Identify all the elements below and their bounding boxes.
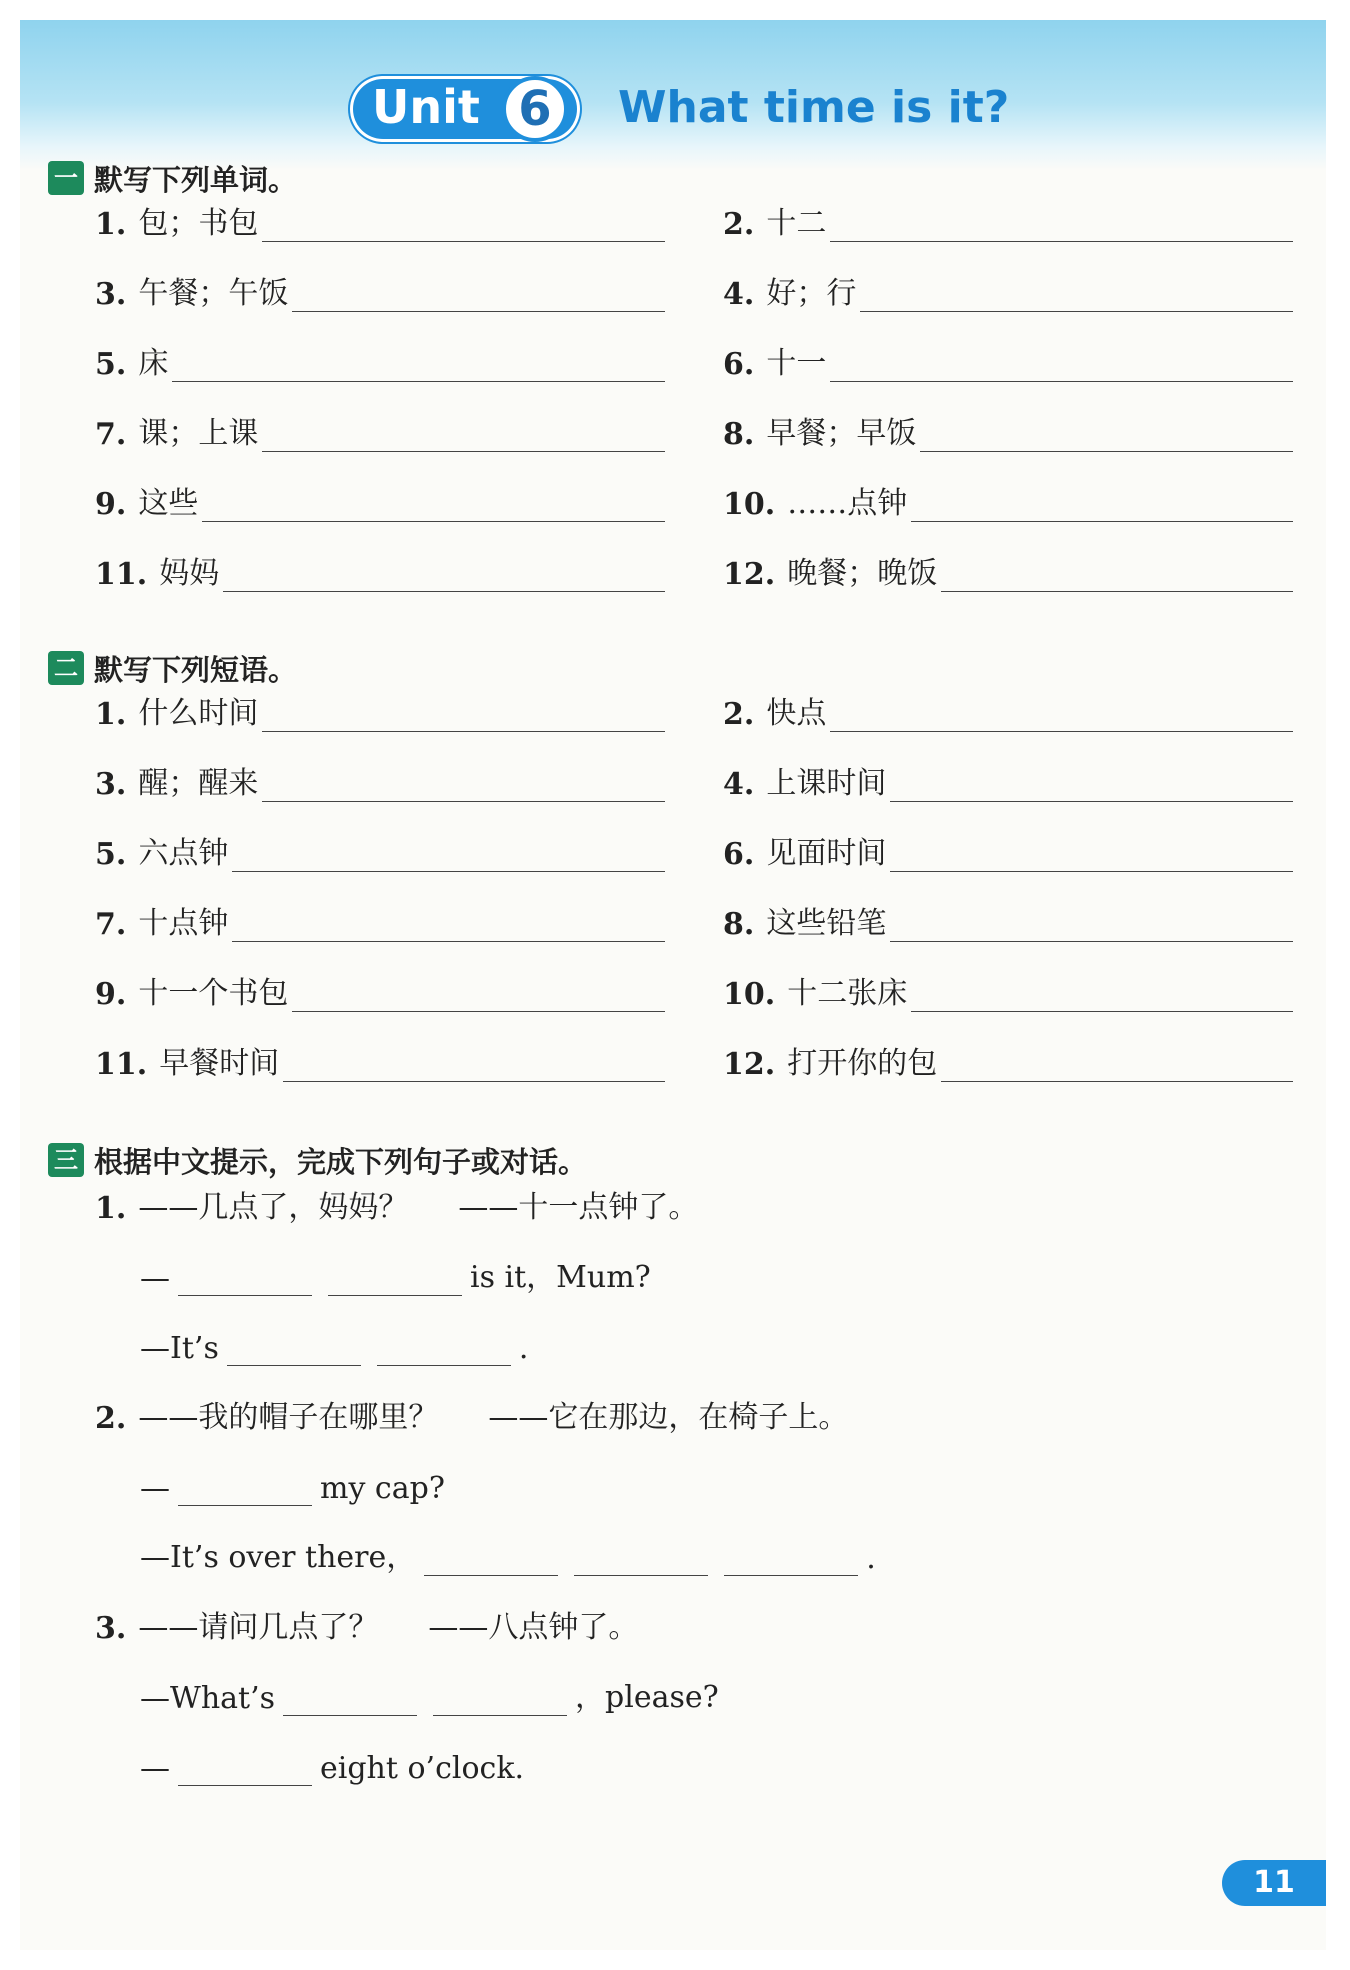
blank-input[interactable] — [227, 1332, 361, 1366]
section-1-heading — [48, 158, 297, 198]
blank-input[interactable] — [724, 1542, 858, 1576]
item-number: 5. — [95, 347, 127, 382]
question-1-prompt — [95, 1182, 698, 1226]
blank-input[interactable] — [424, 1542, 558, 1576]
item-prompt: 晚餐；晚饭 — [787, 556, 938, 591]
answer-line[interactable] — [283, 1046, 665, 1082]
answer-line[interactable] — [890, 906, 1293, 942]
section-1-title: 默写下列单词。 — [94, 162, 298, 197]
question-2-line-1 — [140, 1462, 445, 1506]
question-1-line-2 — [140, 1322, 528, 1366]
item-prompt: 六点钟 — [138, 836, 229, 871]
answer-line[interactable] — [172, 346, 665, 382]
word-item — [95, 478, 665, 522]
section-3-title: 根据中文提示，完成下列句子或对话。 — [94, 1144, 588, 1179]
item-number: 8. — [723, 417, 755, 452]
phrase-item — [723, 968, 1293, 1012]
word-item — [95, 548, 665, 592]
word-item — [723, 408, 1293, 452]
item-number: 9. — [95, 487, 127, 522]
item-prompt: 十二 — [766, 206, 827, 241]
sentence-text: —It’s — [140, 1331, 219, 1366]
question-number: 2. — [95, 1401, 127, 1436]
item-number: 2. — [723, 697, 755, 732]
blank-input[interactable] — [178, 1472, 312, 1506]
item-number: 6. — [723, 347, 755, 382]
word-item — [723, 198, 1293, 242]
blank-input[interactable] — [178, 1752, 312, 1786]
answer-line[interactable] — [941, 556, 1293, 592]
sentence-text: is it，Mum? — [470, 1260, 651, 1295]
answer-line[interactable] — [232, 836, 665, 872]
blank-input[interactable] — [433, 1682, 567, 1716]
answer-line[interactable] — [223, 556, 665, 592]
sentence-text: my cap? — [320, 1471, 445, 1506]
answer-line[interactable] — [830, 696, 1293, 732]
question-3-prompt — [95, 1602, 638, 1646]
item-number: 12. — [723, 557, 776, 592]
answer-line[interactable] — [262, 416, 665, 452]
word-item — [723, 338, 1293, 382]
sentence-text: —It’s over there， — [140, 1540, 417, 1575]
section-3-badge: 三 — [48, 1143, 84, 1177]
item-number: 10. — [723, 487, 776, 522]
item-prompt: 早餐；早饭 — [766, 416, 917, 451]
item-number: 3. — [95, 277, 127, 312]
item-prompt: 上课时间 — [766, 766, 887, 801]
word-item — [95, 268, 665, 312]
item-prompt: 这些铅笔 — [766, 906, 887, 941]
phrase-item — [723, 1038, 1293, 1082]
dash: — — [140, 1751, 170, 1786]
item-prompt: 醒；醒来 — [138, 766, 259, 801]
sentence-end: . — [866, 1541, 876, 1576]
question-2-prompt — [95, 1392, 848, 1436]
answer-line[interactable] — [920, 416, 1293, 452]
prompt-part-b: ——八点钟了。 — [428, 1610, 639, 1645]
answer-line[interactable] — [262, 766, 665, 802]
worksheet-page — [20, 20, 1326, 1950]
item-prompt: 快点 — [766, 696, 827, 731]
answer-line[interactable] — [860, 276, 1293, 312]
word-item — [723, 268, 1293, 312]
prompt-part-a: ——我的帽子在哪里？ — [138, 1400, 439, 1435]
question-3-line-1 — [140, 1672, 719, 1716]
blank-input[interactable] — [377, 1332, 511, 1366]
answer-line[interactable] — [941, 1046, 1293, 1082]
answer-line[interactable] — [830, 346, 1293, 382]
answer-line[interactable] — [911, 976, 1293, 1012]
item-number: 4. — [723, 277, 755, 312]
item-number: 8. — [723, 907, 755, 942]
phrase-item — [723, 898, 1293, 942]
item-prompt: 十一 — [766, 346, 827, 381]
item-prompt: 见面时间 — [766, 836, 887, 871]
blank-input[interactable] — [178, 1262, 312, 1296]
page-number: 11 — [1222, 1860, 1326, 1906]
phrase-item — [95, 758, 665, 802]
item-prompt: 什么时间 — [138, 696, 259, 731]
prompt-part-b: ——十一点钟了。 — [458, 1190, 699, 1225]
item-number: 1. — [95, 207, 127, 242]
item-prompt: 打开你的包 — [787, 1046, 938, 1081]
blank-input[interactable] — [574, 1542, 708, 1576]
unit-header — [20, 20, 1326, 170]
item-number: 1. — [95, 697, 127, 732]
item-number: 5. — [95, 837, 127, 872]
sentence-end: ，please? — [575, 1680, 719, 1715]
word-item — [95, 198, 665, 242]
answer-line[interactable] — [292, 976, 665, 1012]
blank-input[interactable] — [283, 1682, 417, 1716]
item-number: 6. — [723, 837, 755, 872]
item-number: 2. — [723, 207, 755, 242]
phrase-item — [95, 898, 665, 942]
question-3-line-2 — [140, 1742, 524, 1786]
question-number: 3. — [95, 1611, 127, 1646]
unit-number: 6 — [502, 76, 568, 142]
item-prompt: 十一个书包 — [138, 976, 289, 1011]
question-2-line-2 — [140, 1532, 876, 1576]
phrase-item — [95, 828, 665, 872]
item-prompt: 妈妈 — [159, 556, 220, 591]
item-prompt: 好；行 — [766, 276, 857, 311]
answer-line[interactable] — [890, 766, 1293, 802]
item-number: 3. — [95, 767, 127, 802]
answer-line[interactable] — [262, 696, 665, 732]
answer-line[interactable] — [890, 836, 1293, 872]
word-item — [723, 548, 1293, 592]
item-prompt: 课；上课 — [138, 416, 259, 451]
item-number: 12. — [723, 1047, 776, 1082]
phrase-item — [723, 758, 1293, 802]
item-prompt: 十二张床 — [787, 976, 908, 1011]
item-prompt: 这些 — [138, 486, 199, 521]
item-prompt: 早餐时间 — [159, 1046, 280, 1081]
sentence-text: —What’s — [140, 1681, 276, 1716]
phrase-item — [95, 688, 665, 732]
item-prompt: ……点钟 — [787, 486, 908, 521]
item-number: 9. — [95, 977, 127, 1012]
unit-badge — [350, 76, 580, 142]
sentence-text: eight o’clock. — [320, 1751, 525, 1786]
item-number: 11. — [95, 1047, 148, 1082]
phrase-item — [723, 688, 1293, 732]
section-2-heading — [48, 648, 297, 688]
answer-line[interactable] — [292, 276, 665, 312]
item-number: 11. — [95, 557, 148, 592]
phrase-item — [95, 1038, 665, 1082]
word-item — [723, 478, 1293, 522]
item-prompt: 床 — [138, 346, 169, 381]
prompt-part-a: ——请问几点了？ — [138, 1610, 379, 1645]
sentence-end: . — [518, 1331, 529, 1366]
phrase-item — [723, 828, 1293, 872]
unit-title: What time is it? — [618, 82, 1010, 133]
section-2-title: 默写下列短语。 — [94, 652, 298, 687]
dash: — — [140, 1471, 170, 1506]
answer-line[interactable] — [232, 906, 665, 942]
item-prompt: 午餐；午饭 — [138, 276, 289, 311]
prompt-part-b: ——它在那边，在椅子上。 — [488, 1400, 849, 1435]
word-item — [95, 338, 665, 382]
blank-input[interactable] — [328, 1262, 462, 1296]
word-item — [95, 408, 665, 452]
item-number: 4. — [723, 767, 755, 802]
item-number: 10. — [723, 977, 776, 1012]
section-1-badge: 一 — [48, 161, 84, 195]
unit-label: Unit — [372, 80, 480, 134]
answer-line[interactable] — [202, 486, 665, 522]
answer-line[interactable] — [262, 206, 665, 242]
item-number: 7. — [95, 907, 127, 942]
section-3-heading — [48, 1140, 587, 1180]
item-prompt: 包；书包 — [138, 206, 259, 241]
prompt-part-a: ——几点了，妈妈？ — [138, 1190, 409, 1225]
phrase-item — [95, 968, 665, 1012]
answer-line[interactable] — [830, 206, 1293, 242]
section-2-badge: 二 — [48, 651, 84, 685]
item-prompt: 十点钟 — [138, 906, 229, 941]
item-number: 7. — [95, 417, 127, 452]
question-1-line-1 — [140, 1252, 651, 1296]
answer-line[interactable] — [911, 486, 1293, 522]
dash: — — [140, 1261, 170, 1296]
question-number: 1. — [95, 1191, 127, 1226]
